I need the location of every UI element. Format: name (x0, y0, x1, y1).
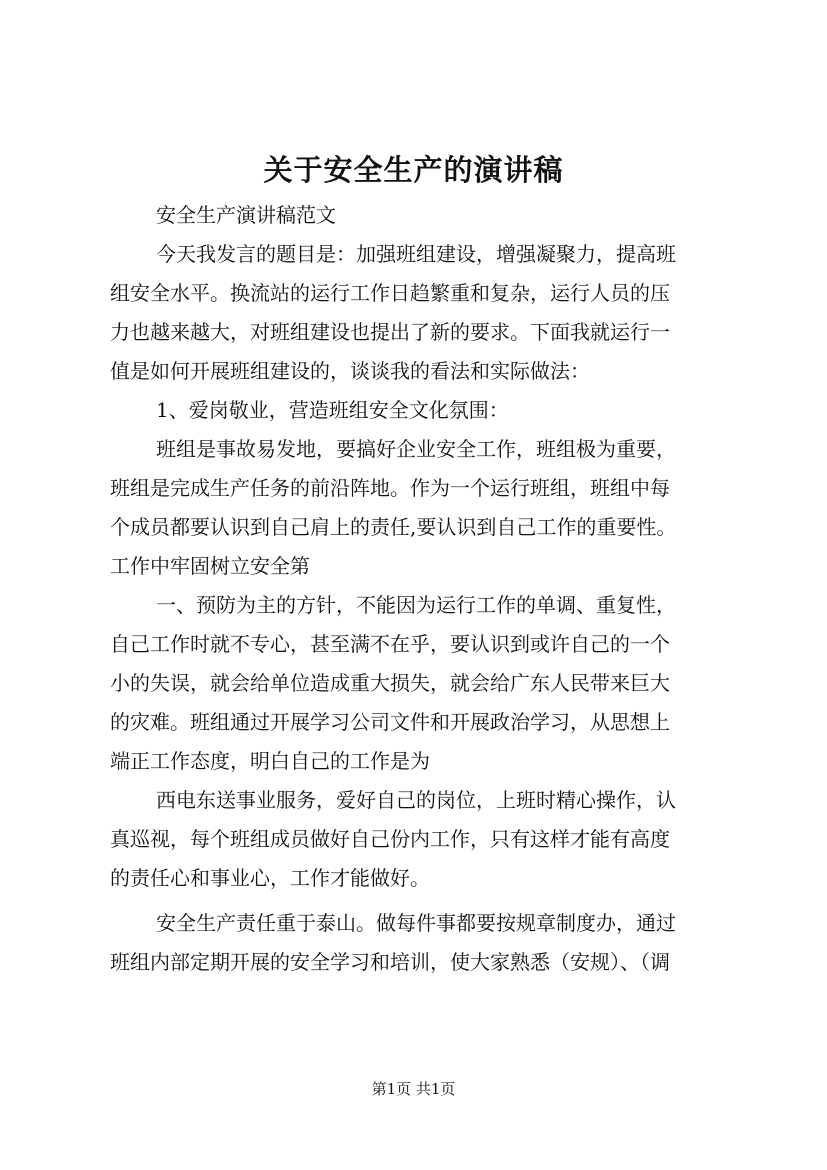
paragraph-line: 的灾难。班组通过开展学习公司文件和开展政治学习，从思想上 (110, 710, 670, 734)
paragraph-line: 班组是事故易发地，要搞好企业安全工作，班组极为重要， (156, 437, 676, 461)
paragraph-line: 工作中牢固树立安全第 (110, 554, 310, 578)
paragraph-line: 的责任心和事业心，工作才能做好。 (110, 866, 430, 890)
paragraph-line: 力也越来越大，对班组建设也提出了新的要求。下面我就运行一 (110, 320, 670, 344)
paragraph-line: 组安全水平。换流站的运行工作日趋繁重和复杂，运行人员的压 (110, 281, 670, 305)
paragraph-line: 端正工作态度，明白自己的工作是为 (110, 749, 430, 773)
paragraph-line: 西电东送事业服务，爱好自己的岗位，上班时精心操作，认 (156, 788, 676, 812)
paragraph-line: 1、爱岗敬业，营造班组安全文化氛围： (156, 398, 509, 422)
paragraph-line: 班组内部定期开展的安全学习和培训，使大家熟悉（安规）、（调 (110, 950, 670, 974)
page-footer: 第1页 共1页 (371, 1080, 456, 1098)
paragraph-line: 班组是完成生产任务的前沿阵地。作为一个运行班组，班组中每 (110, 476, 670, 500)
paragraph-line: 今天我发言的题目是：加强班组建设，增强凝聚力，提高班 (156, 242, 676, 266)
paragraph-line: 值是如何开展班组建设的，谈谈我的看法和实际做法： (110, 359, 590, 383)
document-body (110, 196, 720, 982)
paragraph-line: 安全生产演讲稿范文 (156, 203, 336, 227)
paragraph-line: 安全生产责任重于泰山。做每件事都要按规章制度办，通过 (156, 911, 676, 935)
paragraph-line: 小的失误，就会给单位造成重大损失，就会给广东人民带来巨大 (110, 671, 670, 695)
paragraph-line: 真巡视，每个班组成员做好自己份内工作，只有这样才能有高度 (110, 827, 670, 851)
document-title: 关于安全生产的演讲稿 (263, 153, 564, 187)
paragraph-line: 自己工作时就不专心，甚至满不在乎，要认识到或许自己的一个 (110, 632, 670, 656)
paragraph-line: 一、预防为主的方针，不能因为运行工作的单调、重复性， (156, 593, 676, 617)
paragraph-line: 个成员都要认识到自己肩上的责任,要认识到自己工作的重要性。 (110, 515, 677, 539)
